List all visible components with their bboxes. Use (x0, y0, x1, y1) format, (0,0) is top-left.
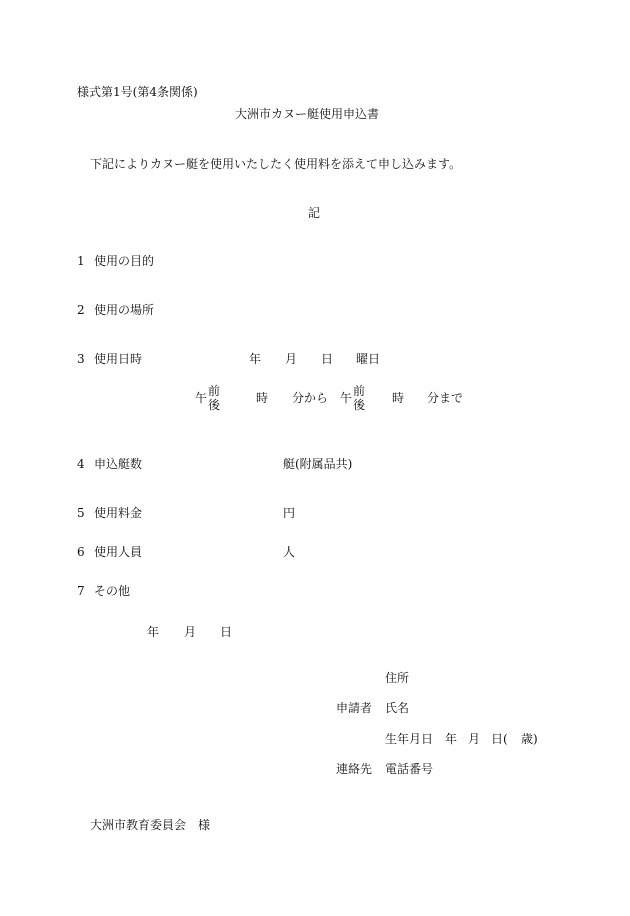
age-unit: 歳) (521, 732, 538, 746)
item-number-2: 2 (77, 303, 85, 317)
birth-day-unit: 日( (491, 732, 508, 746)
ki-heading: 記 (308, 206, 321, 220)
date-year-unit: 年 (249, 352, 262, 366)
address-label: 住所 (385, 671, 410, 685)
end-ampm-stack (353, 384, 365, 412)
date-weekday-unit: 曜日 (356, 352, 381, 366)
addressee: 大洲市教育委員会 様 (90, 818, 211, 832)
item-label-purpose: 使用の目的 (94, 254, 155, 268)
item-number-5: 5 (77, 506, 85, 520)
start-hour-unit: 時 (256, 391, 269, 405)
start-zen: 前 (208, 384, 221, 398)
document-title: 大洲市カヌー艇使用申込書 (235, 107, 380, 121)
applicant-label: 申請者 (336, 701, 373, 715)
end-zen: 前 (353, 384, 366, 398)
start-go: 午 (195, 391, 208, 405)
item-label-other: その他 (94, 584, 131, 598)
contact-label: 連絡先 (336, 762, 373, 776)
birth-month-unit: 月 (468, 732, 481, 746)
start-ampm-stack (208, 384, 220, 412)
application-day-unit: 日 (220, 625, 233, 639)
intro-text: 下記によりカヌー艇を使用いたしたく使用料を添えて申し込みます。 (90, 157, 462, 171)
application-month-unit: 月 (184, 625, 197, 639)
start-minute-from: 分から (292, 391, 329, 405)
name-label: 氏名 (385, 701, 410, 715)
end-minute-until: 分まで (427, 391, 464, 405)
item-number-4: 4 (77, 457, 85, 471)
people-unit: 人 (283, 545, 296, 559)
date-month-unit: 月 (285, 352, 298, 366)
item-label-datetime: 使用日時 (94, 352, 143, 366)
end-go: 午 (340, 391, 353, 405)
birth-year-unit: 年 (445, 732, 458, 746)
form-number: 様式第1号(第4条関係) (77, 85, 198, 99)
start-ato: 後 (208, 398, 221, 412)
item-label-place: 使用の場所 (94, 303, 155, 317)
item-number-3: 3 (77, 352, 85, 366)
fee-unit: 円 (283, 506, 296, 520)
item-number-7: 7 (77, 584, 85, 598)
application-year-unit: 年 (147, 625, 160, 639)
end-ato: 後 (353, 398, 366, 412)
date-day-unit: 日 (321, 352, 334, 366)
item-number-6: 6 (77, 545, 85, 559)
birthdate-label: 生年月日 (385, 732, 434, 746)
boat-unit: 艇(附属品共) (283, 457, 353, 471)
item-label-boat-count: 申込艇数 (94, 457, 143, 471)
item-number-1: 1 (77, 254, 85, 268)
item-label-people: 使用人員 (94, 545, 143, 559)
end-hour-unit: 時 (392, 391, 405, 405)
item-label-fee: 使用料金 (94, 506, 143, 520)
phone-label: 電話番号 (385, 762, 434, 776)
